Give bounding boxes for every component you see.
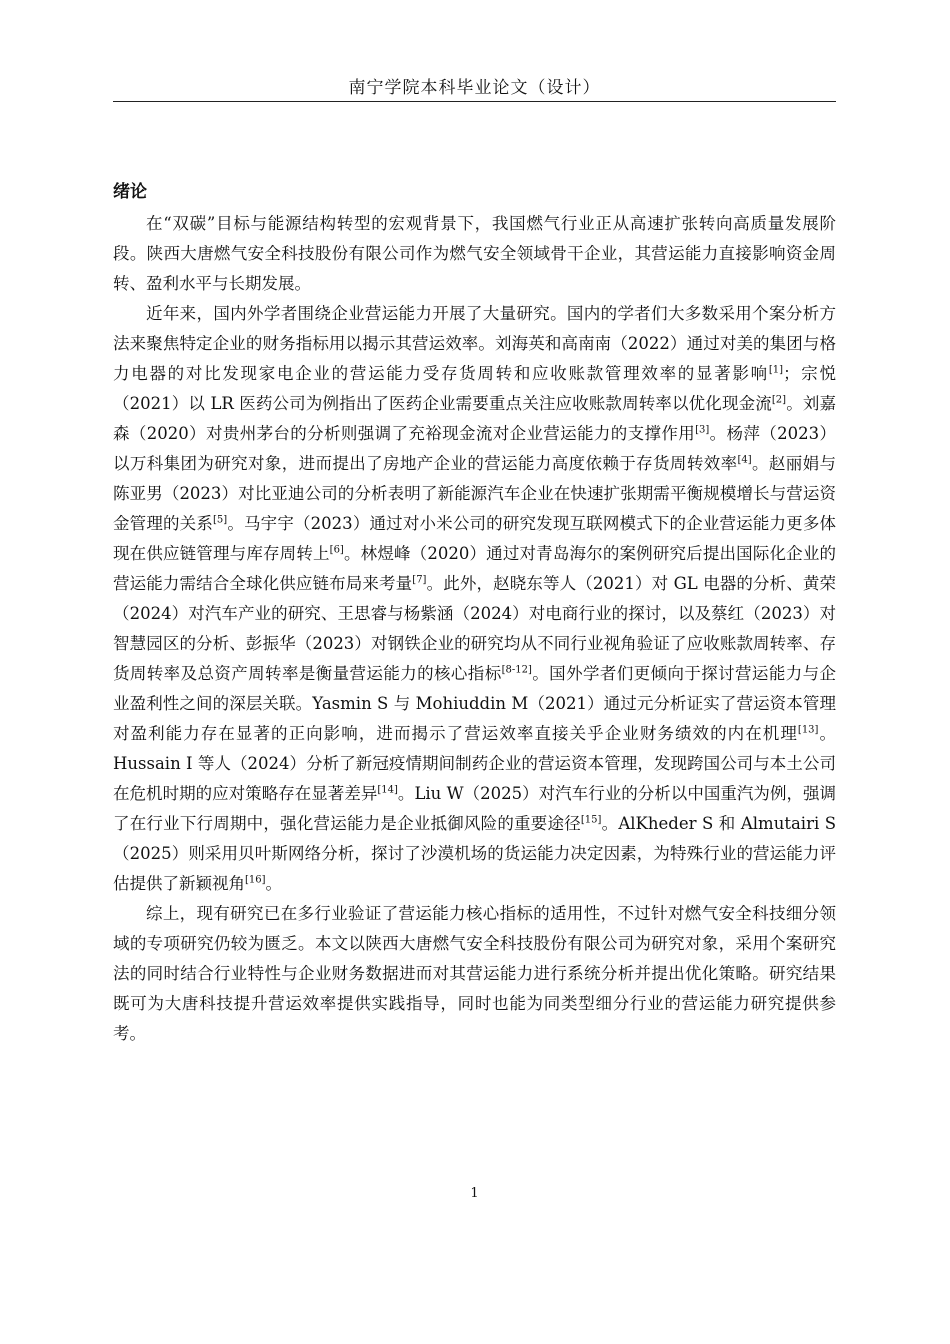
citation-marker: [15] bbox=[580, 814, 602, 826]
paragraph-text: 在“双碳”目标与能源结构转型的宏观背景下，我国燃气行业正从高速扩张转向高质量发展阶段。陕西大唐燃气安全科技股份有限公司作为燃气安全领域骨干企业，其营运能力直接影响资金周转、盈利水平与长期发展。 bbox=[113, 214, 836, 293]
paragraph-text: 。 bbox=[265, 874, 283, 893]
page-body bbox=[113, 178, 836, 1049]
paragraph-text: 。Liu W（2025）对汽车行业的分析以中国重汽为例，强调了在行业下行周期中，强化营运能力是企业抵御风险的重要途径 bbox=[113, 784, 837, 833]
page-number: 1 bbox=[470, 1186, 479, 1201]
citation-marker: [4] bbox=[737, 454, 752, 466]
body-paragraph bbox=[113, 299, 836, 899]
paragraph-text: 。赵丽娟与陈亚男（2023）对比亚迪公司的分析表明了新能源汽车企业在快速扩张期需平衡规模增长与营运资金管理的关系 bbox=[113, 454, 837, 533]
section-title: 绪论 bbox=[113, 182, 147, 202]
citation-marker: [6] bbox=[329, 544, 344, 556]
paragraph-text: 。AlKheder S 和 Almutairi S（2025）则采用贝叶斯网络分析，探讨了沙漠机场的货运能力决定因素，为特殊行业的营运能力评估提供了新颖视角 bbox=[113, 814, 836, 893]
citation-marker: [1] bbox=[768, 364, 784, 376]
paragraph-text: ；宗悦（2021）以 LR 医药公司为例指出了医药企业需要重点关注应收账款周转率以优化现金流 bbox=[113, 364, 837, 413]
citation-marker: [5] bbox=[213, 514, 228, 526]
paragraph-text: 。Hussain I 等人（2024）分析了新冠疫情期间制药企业的营运资本管理，发现跨国公司与本土公司在危机时期的应对策略存在显著差异 bbox=[113, 724, 837, 803]
paragraph-text: 。林煜峰（2020）通过对青岛海尔的案例研究后提出国际化企业的营运能力需结合全球化供应链布局来考量 bbox=[113, 544, 836, 593]
header-divider bbox=[113, 101, 836, 102]
paragraph-text: 近年来，国内外学者围绕企业营运能力开展了大量研究。国内的学者们大多数采用个案分析方法来聚焦特定企业的财务指标用以揭示其营运效率。刘海英和高南南（2022）通过对美的集团与格力电器的对比发现家电企业的营运能力受存货周转和应收账款管理效率的显著影响 bbox=[113, 304, 836, 383]
body-paragraph bbox=[113, 209, 836, 299]
paragraph-text: 。此外，赵晓东等人（2021）对 GL 电器的分析、黄荣（2024）对汽车产业的研究、王思睿与杨紫涵（2024）对电商行业的探讨，以及蔡红（2023）对智慧园区的分析、彭振华（2023）对钢铁企业的研究均从不同行业视角验证了应收账款周转率、存货周转率及总资产周转率是衡量营运能力的核心指标 bbox=[113, 574, 837, 683]
citation-marker: [7] bbox=[412, 574, 427, 586]
paragraph-container bbox=[113, 209, 836, 1049]
running-header: 南宁学院本科毕业论文（设计） bbox=[348, 78, 601, 98]
citation-marker: [14] bbox=[377, 784, 398, 796]
citation-marker: [16] bbox=[245, 874, 266, 886]
citation-marker: [8-12] bbox=[501, 664, 532, 676]
paragraph-text: 综上，现有研究已在多行业验证了营运能力核心指标的适用性，不过针对燃气安全科技细分领域的专项研究仍较为匮乏。本文以陕西大唐燃气安全科技股份有限公司为研究对象，采用个案研究法的同时结合行业特性与企业财务数据进而对其营运能力进行系统分析并提出优化策略。研究结果既可为大唐科技提升营运效率提供实践指导，同时也能为同类型细分行业的营运能力研究提供参考。 bbox=[113, 904, 836, 1043]
citation-marker: [2] bbox=[771, 394, 787, 406]
paragraph-text: 。刘嘉森（2020）对贵州茅台的分析则强调了充裕现金流对企业营运能力的支撑作用 bbox=[113, 394, 836, 443]
paragraph-text: 。杨萍（2023）以万科集团为研究对象，进而提出了房地产企业的营运能力高度依赖于存货周转效率 bbox=[113, 424, 836, 473]
citation-marker: [13] bbox=[797, 724, 819, 736]
body-paragraph bbox=[113, 899, 836, 1049]
paragraph-text: 。马宇宇（2023）通过对小米公司的研究发现互联网模式下的企业营运能力更多体现在供应链管理与库存周转上 bbox=[113, 514, 836, 563]
paragraph-text: 。国外学者们更倾向于探讨营运能力与企业盈利性之间的深层关联。Yasmin S 与 Mohiuddin M（2021）通过元分析证实了营运资本管理对盈利能力存在显著的正向影响，进而揭示了营运效率直接关乎企业财务绩效的内在机理 bbox=[113, 664, 837, 743]
citation-marker: [3] bbox=[695, 424, 710, 436]
